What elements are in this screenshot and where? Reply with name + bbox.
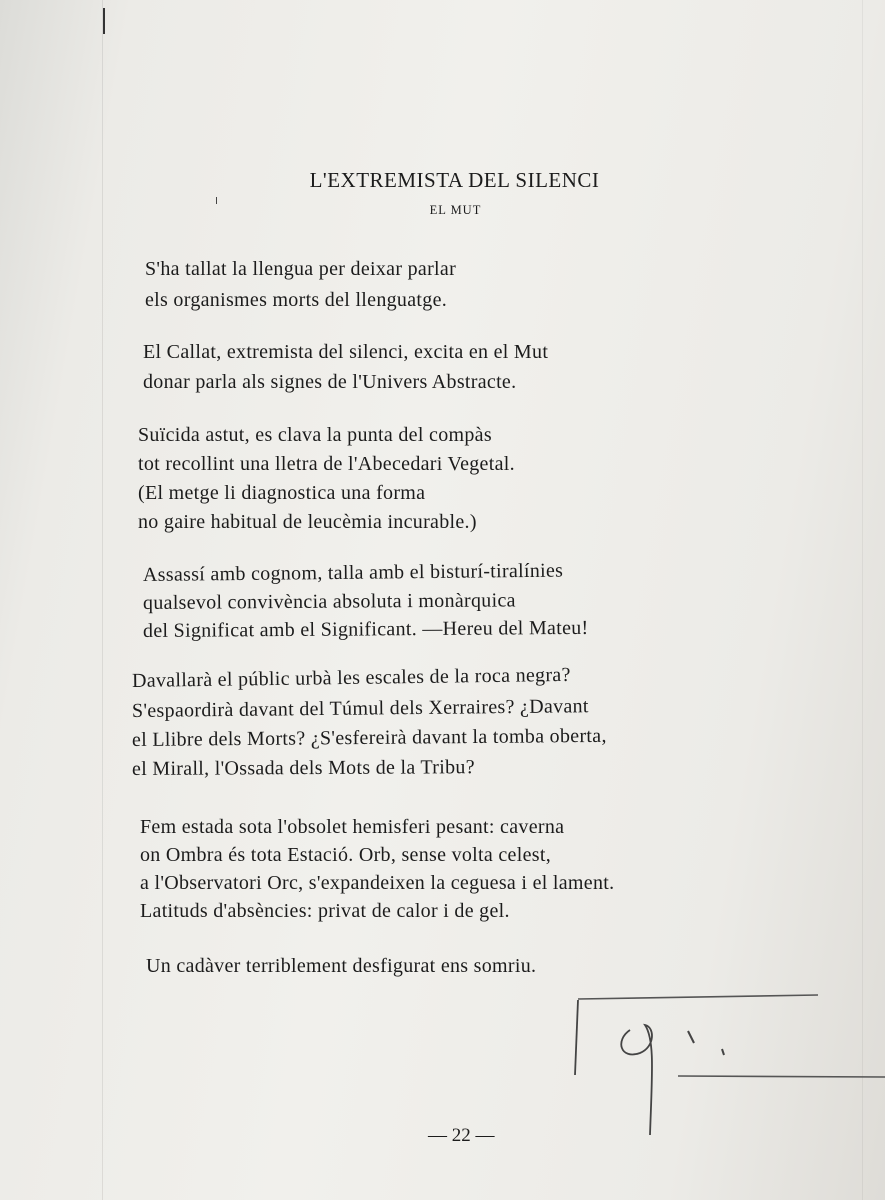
poem-line: S'ha tallat la llengua per deixar parlar [145, 258, 457, 280]
poem-line: del Significat amb el Significant. —Hereu del Mateu! [142, 616, 589, 642]
poem-line: El Callat, extremista del silenci, excita en el Mut [143, 341, 549, 363]
poem-line: Fem estada sota l'obsolet hemisferi pesant: caverna [140, 816, 565, 838]
poem-line: donar parla als signes de l'Univers Abstracte. [143, 371, 517, 393]
poem-line: el Mirall, l'Ossada dels Mots de la Tribu? [131, 756, 475, 780]
poem-line: Assassí amb cognom, talla amb el bisturí-tiralínies [142, 559, 564, 586]
poem-line: Latituds d'absències: privat de calor i de gel. [140, 900, 510, 922]
poem-line: Davallarà el públic urbà les escales de la roca negra? [131, 663, 571, 692]
poem-line: no gaire habitual de leucèmia incurable.) [138, 511, 477, 533]
poem-subtitle: EL MUT [429, 203, 482, 217]
poem-line: els organismes morts del llenguatge. [145, 289, 448, 311]
poem-line: (El metge li diagnostica una forma [138, 482, 426, 504]
poem-line: a l'Observatori Orc, s'expandeixen la ceguesa i el lament. [140, 872, 615, 894]
margin-mark [103, 8, 105, 34]
poem-line: on Ombra és tota Estació. Orb, sense volta celest, [140, 844, 551, 866]
page-number: — 22 — [428, 1125, 495, 1146]
poem-title: L'EXTREMISTA DEL SILENCI [309, 168, 600, 192]
poem-line: tot recollint una lletra de l'Abecedari Vegetal. [138, 453, 515, 475]
handwritten-signature-icon [560, 985, 885, 1145]
poem-line: Un cadàver terriblement desfigurat ens somriu. [146, 955, 537, 977]
poem-line: qualsevol convivència absoluta i monàrquica [142, 589, 516, 614]
poem-line: Suïcida astut, es clava la punta del compàs [138, 424, 492, 446]
poem-line: S'espaordirà davant del Túmul dels Xerraires? ¿Davant [131, 695, 589, 722]
poem-line: el Llibre dels Morts? ¿S'esfereirà davant la tomba oberta, [131, 724, 607, 751]
